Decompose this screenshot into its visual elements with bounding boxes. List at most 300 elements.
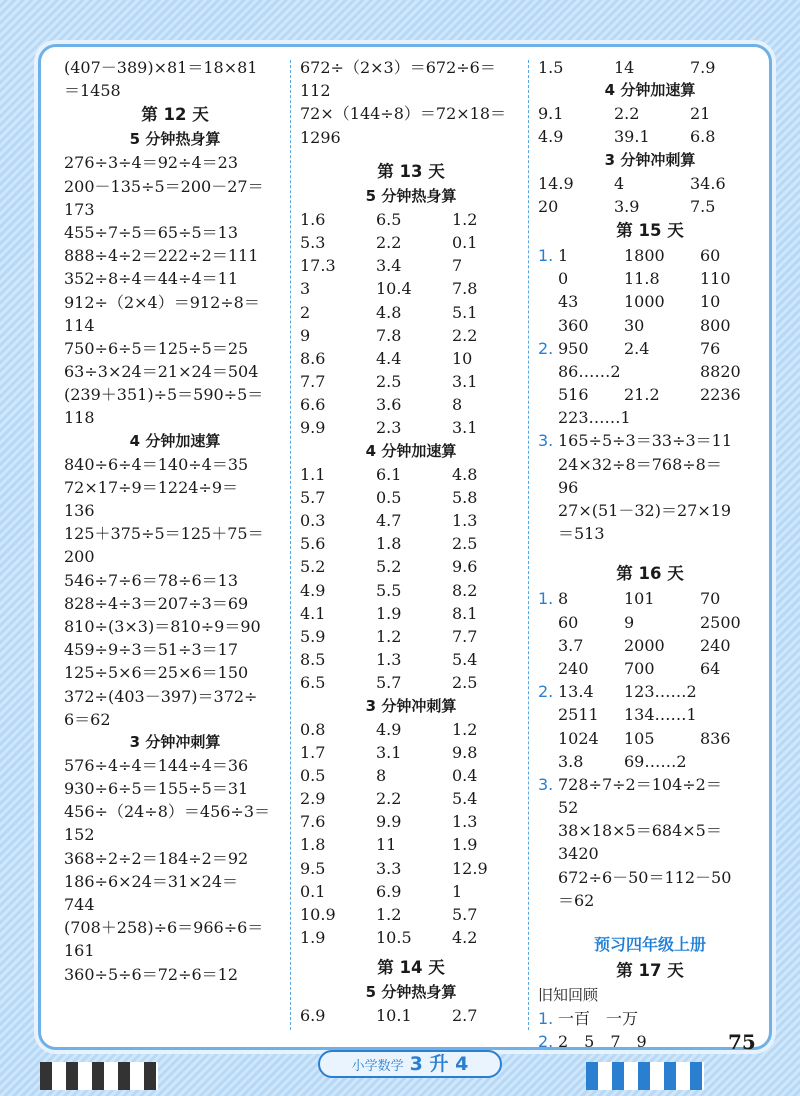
answer-block [64,56,286,102]
answer-line: 744 [64,895,95,914]
answer-cell: 3.1 [376,742,402,762]
answer-cell: 1.9 [300,928,326,948]
answer-cell: 8 [558,589,569,609]
answer-cell: 9 [624,612,635,632]
answer-cell: 10.4 [376,279,412,299]
answer-line: 368÷2÷2＝184÷2＝92 [64,848,249,868]
answer-cell: 6.1 [376,464,402,484]
answer-cell: 0.1 [300,881,326,901]
question-grid [538,244,762,337]
answer-cell: 9.8 [452,742,478,762]
answer-cell: 5.5 [376,580,402,600]
answer-cell: 0.3 [300,511,326,530]
question-number: 1. [538,245,554,265]
answer-cell: 6.5 [376,209,402,229]
answer-cell: 20 [538,196,559,216]
answer-cell: 1024 [558,728,599,748]
question-number [538,383,558,406]
answer-cell: 3.1 [452,372,478,392]
answer-line: 459÷9÷3＝51÷3＝17 [64,640,239,660]
answer-row [300,1004,522,1027]
answer-row [538,56,762,79]
answer-cell: 1.5 [538,58,564,77]
answer-row [300,208,522,231]
answer-cell: 0.1 [452,232,478,252]
answer-row [300,764,522,787]
preview-heading: 预习四年级上册 [593,935,706,954]
answer-cell [624,406,700,429]
column-1 [64,56,286,986]
answer-cell: 2000 [624,635,665,655]
answer-line: 546÷7÷6＝78÷6＝13 [64,570,239,590]
answer-row [538,244,762,267]
answer-cell: 101 [624,589,655,609]
answer-cell: 7.8 [376,325,402,345]
answer-line: ＝513 [558,524,605,544]
question-2: 2. 2 5 7 9 [538,1032,647,1052]
answer-cell: 21 [690,104,711,124]
answer-line: 888÷4÷2＝222÷2＝111 [64,246,259,266]
answer-cell: 4.4 [376,348,402,368]
answer-cell: 11.8 [624,269,660,289]
answer-cell: 1.2 [376,626,402,646]
answer-row [300,602,522,625]
answer-cell: 105 [624,728,655,748]
answer-cell: 2.2 [452,325,478,345]
answer-row [300,625,522,648]
answer-row [538,587,762,610]
answer-cell: 11 [376,835,397,855]
answer-cell [700,750,762,773]
answer-cell: 8 [376,765,387,785]
answer-cell: 9.5 [300,858,326,878]
answer-cell: 5.2 [300,557,326,577]
answer-cell: 360 [558,315,589,335]
answer-cell: 5.7 [452,905,478,924]
answer-cell: 3.9 [614,196,640,216]
answer-line: 52 [558,798,579,818]
answer-line: 63÷3×24＝21×24＝504 [64,362,259,382]
answer-cell: 10 [700,292,721,312]
question-number [538,750,558,773]
answer-row [538,267,762,290]
grade-label: 3 升 4 [409,1053,469,1075]
answer-row [300,254,522,277]
day-title: 第 16 天 [616,564,684,584]
answer-line: 200－135÷5＝200－27＝ [64,176,264,196]
answer-cell: 9.1 [538,104,564,124]
answer-line: 840÷6÷4＝140÷4＝35 [64,454,249,474]
answer-cell: 7.5 [690,196,716,216]
day-title: 第 17 天 [616,961,684,980]
answer-cell: 9 [300,325,311,345]
answer-row [538,611,762,634]
answer-cell: 17.3 [300,256,336,276]
answer-row [538,680,762,703]
section-accelerate: 4 分钟加速算 [129,431,221,450]
answer-row [538,337,762,360]
answer-cell: 134……1 [624,705,697,725]
answer-cell: 1 [558,245,569,265]
answer-block [538,453,762,546]
answer-block [300,56,522,149]
answer-cell: 1.2 [376,905,402,924]
section-sprint: 3 分钟冲刺算 [365,696,457,715]
answer-cell [700,406,762,429]
question-number [538,727,558,750]
decorative-stripe [586,1062,704,1090]
question-number [538,703,558,726]
answer-grid [300,463,522,695]
answer-cell: 1.2 [452,209,478,229]
day-title: 第 14 天 [377,958,445,978]
answer-row [300,393,522,416]
answer-cell: 240 [558,658,589,678]
answer-cell: 516 [558,385,589,405]
answer-line: 828÷4÷3＝207÷3＝69 [64,593,249,613]
answer-row [538,290,762,313]
answer-line: ＝1458 [64,81,121,101]
answer-cell: 8.2 [452,580,478,600]
answer-line: 750÷6÷5＝125÷5＝25 [64,338,249,358]
answer-line: (407－389)×81＝18×81 [64,58,258,77]
answer-cell: 5.4 [452,650,478,670]
answer-cell: 4.2 [452,928,478,948]
answer-cell: 10.9 [300,905,336,924]
answer-line: 125＋375÷5＝125＋75＝ [64,524,264,544]
answer-cell: 2 [300,302,311,322]
question-number [538,406,558,429]
section-sprint: 3 分钟冲刺算 [604,150,696,169]
section-warmup: 5 分钟热身算 [365,983,457,1002]
answer-cell: 6.9 [376,881,402,901]
answer-cell: 2500 [700,612,741,632]
answer-row [300,277,522,300]
answer-cell: 5.4 [452,789,478,809]
answer-line: 186÷6×24＝31×24＝ [64,871,239,891]
answer-cell: 1.2 [452,719,478,739]
answer-line: 38×18×5＝684×5＝ [558,821,722,841]
answer-row [538,727,762,750]
section-warmup: 5 分钟热身算 [129,130,221,149]
answer-cell: 5.9 [300,626,326,646]
answer-grid [538,172,762,218]
column-2 [300,56,522,1028]
answer-cell: 4.8 [376,302,402,322]
answer-cell: 0.5 [300,765,326,785]
column-divider [290,60,291,1030]
question-grid [538,587,762,680]
answer-row [300,833,522,856]
answer-cell: 2.2 [614,104,640,124]
answer-cell: 7.9 [690,58,716,77]
answer-row [538,703,762,726]
answer-row [300,857,522,880]
answer-grid [538,102,762,148]
answer-cell: 5.7 [376,673,402,693]
answer-cell: 10.1 [376,1006,412,1026]
answer-cell: 4.8 [452,464,478,484]
answer-cell: 7 [452,256,463,276]
answer-line: 161 [64,941,95,961]
answer-cell: 9.9 [300,418,326,438]
answer-cell: 9.9 [376,812,402,832]
answer-cell: 0 [558,269,569,289]
answer-cell: 8.5 [300,650,326,670]
answer-line: 372÷(403－397)＝372÷ [64,686,258,706]
answer-line: 72×（144÷8）＝72×18＝ [300,104,507,124]
answer-cell: 5.7 [300,487,326,507]
subject-label: 小学数学 [351,1059,404,1074]
answer-cell: 14.9 [538,173,574,193]
answer-line: 112 [300,81,331,101]
answer-cell: 7.7 [452,626,478,646]
question-number [538,611,558,634]
answer-line: 72×17÷9＝1224÷9＝ [64,477,239,497]
answer-line: 96 [558,477,579,497]
answer-cell: 3 [300,279,311,299]
answer-cell [624,360,700,383]
answer-cell: 8 [452,395,463,415]
answer-line: (708＋258)÷6＝966÷6＝ [64,918,264,938]
answer-grid [538,56,762,79]
answer-row [300,671,522,694]
answer-cell: 1800 [624,245,665,265]
review-label: 旧知回顾 [538,986,599,1004]
section-accelerate: 4 分钟加速算 [604,81,696,100]
answer-cell: 2511 [558,705,599,725]
answer-row [538,314,762,337]
answer-row [300,903,522,926]
answer-cell: 0.5 [376,487,402,507]
answer-cell: 9.6 [452,557,478,577]
answer-row [300,579,522,602]
answer-cell: 2.3 [376,418,402,438]
answer-cell: 700 [624,658,655,678]
answer-row [300,880,522,903]
answer-line: 3420 [558,844,599,864]
day-title: 第 13 天 [377,161,445,181]
answer-cell: 223……1 [558,408,631,428]
answer-cell: 110 [700,269,731,289]
answer-cell: 4.9 [538,127,564,147]
answer-cell: 6.8 [690,127,716,147]
answer-row [538,383,762,406]
answer-cell: 1.8 [376,534,402,554]
answer-cell: 60 [700,245,721,265]
answer-cell: 2.7 [452,1006,478,1026]
question-number: 2. [538,682,554,702]
answer-cell: 10 [452,348,473,368]
answer-line: 672÷6－50＝112－50 [558,867,732,887]
answer-line: 6＝62 [64,709,111,729]
answer-cell: 3.1 [452,418,478,438]
answer-cell: 14 [614,58,635,77]
answer-line: 672÷（2×3）＝672÷6＝ [300,58,496,77]
answer-cell: 0.8 [300,719,326,739]
answer-line: 114 [64,315,95,335]
answer-row [538,102,762,125]
question-3: 3. 165÷5÷3＝33÷3＝11 [538,431,733,451]
answer-line: 276÷3÷4＝92÷4＝23 [64,153,239,173]
question-number: 2. [538,338,554,358]
answer-row [300,741,522,764]
answer-cell: 3.4 [376,256,402,276]
answer-row [300,648,522,671]
answer-cell: 60 [558,612,579,632]
answer-cell: 1000 [624,292,665,312]
day-title: 第 15 天 [616,220,684,240]
column-divider [528,60,529,1030]
answer-row [300,555,522,578]
answer-cell: 13.4 [558,682,594,702]
answer-row [300,718,522,741]
answer-row [300,301,522,324]
answer-cell: 76 [700,338,721,358]
question-grid [538,337,762,430]
answer-line: 810÷(3×3)＝810÷9＝90 [64,616,261,636]
answer-line: 125÷5×6＝25×6＝150 [64,663,249,683]
answer-cell: 2.5 [452,534,478,554]
answer-line: 173 [64,199,95,219]
answer-row [300,532,522,555]
answer-row [300,509,522,532]
answer-row [300,231,522,254]
answer-grid [300,718,522,950]
question-number [538,657,558,680]
answer-row [538,195,762,218]
answer-cell: 2.5 [452,673,478,693]
answer-row [538,172,762,195]
column-3 [538,56,762,1053]
answer-cell: 1.6 [300,209,326,229]
answer-cell: 6.6 [300,395,326,415]
question-3: 3. 728÷7÷2＝104÷2＝ [538,774,722,794]
page-number: 75 [728,1030,756,1054]
answer-cell: 86……2 [558,361,621,381]
answer-row [300,486,522,509]
question-number [538,267,558,290]
answer-cell: 21.2 [624,385,660,405]
answer-row [538,125,762,148]
answer-block [64,453,286,731]
answer-line: 24×32÷8＝768÷8＝ [558,454,722,474]
answer-row [538,634,762,657]
question-number [538,634,558,657]
answer-cell: 8.6 [300,348,326,368]
question-number [538,290,558,313]
answer-cell: 1.3 [376,650,402,670]
answer-cell: 39.1 [614,127,650,147]
answer-cell: 4 [614,173,625,193]
answer-cell: 1.7 [300,742,326,762]
answer-row [300,463,522,486]
answer-cell: 950 [558,338,589,358]
answer-cell: 2.2 [376,789,402,809]
question-number [538,360,558,383]
answer-line: 930÷6÷5＝155÷5＝31 [64,779,249,799]
answer-line: 200 [64,547,95,567]
answer-row [300,810,522,833]
answer-row [300,926,522,949]
answer-cell: 5.3 [300,232,326,252]
answer-cell: 5.1 [452,302,478,322]
answer-block [64,754,286,986]
answer-cell: 1.8 [300,835,326,855]
answer-cell: 1.3 [452,511,478,530]
day-title: 第 12 天 [141,105,209,125]
answer-cell: 2.9 [300,789,326,809]
answer-row [538,360,762,383]
answer-cell: 30 [624,315,645,335]
answer-line: 455÷7÷5＝65÷5＝13 [64,222,239,242]
answer-cell: 800 [700,315,731,335]
answer-cell: 836 [700,728,731,748]
answer-line: 576÷4÷4＝144÷4＝36 [64,755,249,775]
answer-cell: 3.3 [376,858,402,878]
answer-cell: 0.4 [452,765,478,785]
section-accelerate: 4 分钟加速算 [365,441,457,460]
answer-line: 912÷（2×4）＝912÷8＝ [64,292,260,312]
answer-cell: 12.9 [452,858,488,878]
answer-cell: 240 [700,635,731,655]
answer-cell: 5.8 [452,487,478,507]
answer-row [300,370,522,393]
answer-cell: 1.9 [376,603,402,623]
answer-line: 118 [64,408,95,428]
question-number [538,314,558,337]
answer-cell: 1 [452,881,463,901]
answer-row [538,657,762,680]
answer-cell: 5.6 [300,534,326,554]
answer-cell: 4.9 [376,719,402,739]
answer-cell: 2.2 [376,232,402,252]
answer-row [300,347,522,370]
answer-cell: 70 [700,589,721,609]
answer-line: 360÷5÷6＝72÷6＝12 [64,964,239,984]
answer-cell: 8.1 [452,603,478,623]
answer-cell: 6.9 [300,1006,326,1026]
answer-grid [300,1004,522,1027]
answer-cell: 4.7 [376,511,402,530]
answer-cell: 43 [558,292,579,312]
section-sprint: 3 分钟冲刺算 [129,732,221,751]
answer-cell: 1.9 [452,835,478,855]
question-grid [538,680,762,773]
answer-cell: 5.2 [376,557,402,577]
answer-cell: 123……2 [624,682,697,702]
answer-line: ＝62 [558,890,595,910]
answer-line: 152 [64,825,95,845]
answer-cell: 2236 [700,385,741,405]
answer-cell: 7.7 [300,372,326,392]
answer-cell [700,703,762,726]
section-warmup: 5 分钟热身算 [365,186,457,205]
answer-line: 352÷8÷4＝44÷4＝11 [64,269,239,289]
answer-cell: 1.3 [452,812,478,832]
answer-row [300,324,522,347]
question-number: 1. [538,589,554,609]
answer-block [64,151,286,429]
answer-grid [300,208,522,440]
answer-row [538,750,762,773]
answer-cell: 10.5 [376,928,412,948]
answer-cell: 3.7 [558,635,584,655]
answer-line: (239＋351)÷5＝590÷5＝ [64,385,264,405]
answer-cell: 64 [700,658,721,678]
answer-cell: 7.6 [300,812,326,832]
answer-cell [700,680,762,703]
